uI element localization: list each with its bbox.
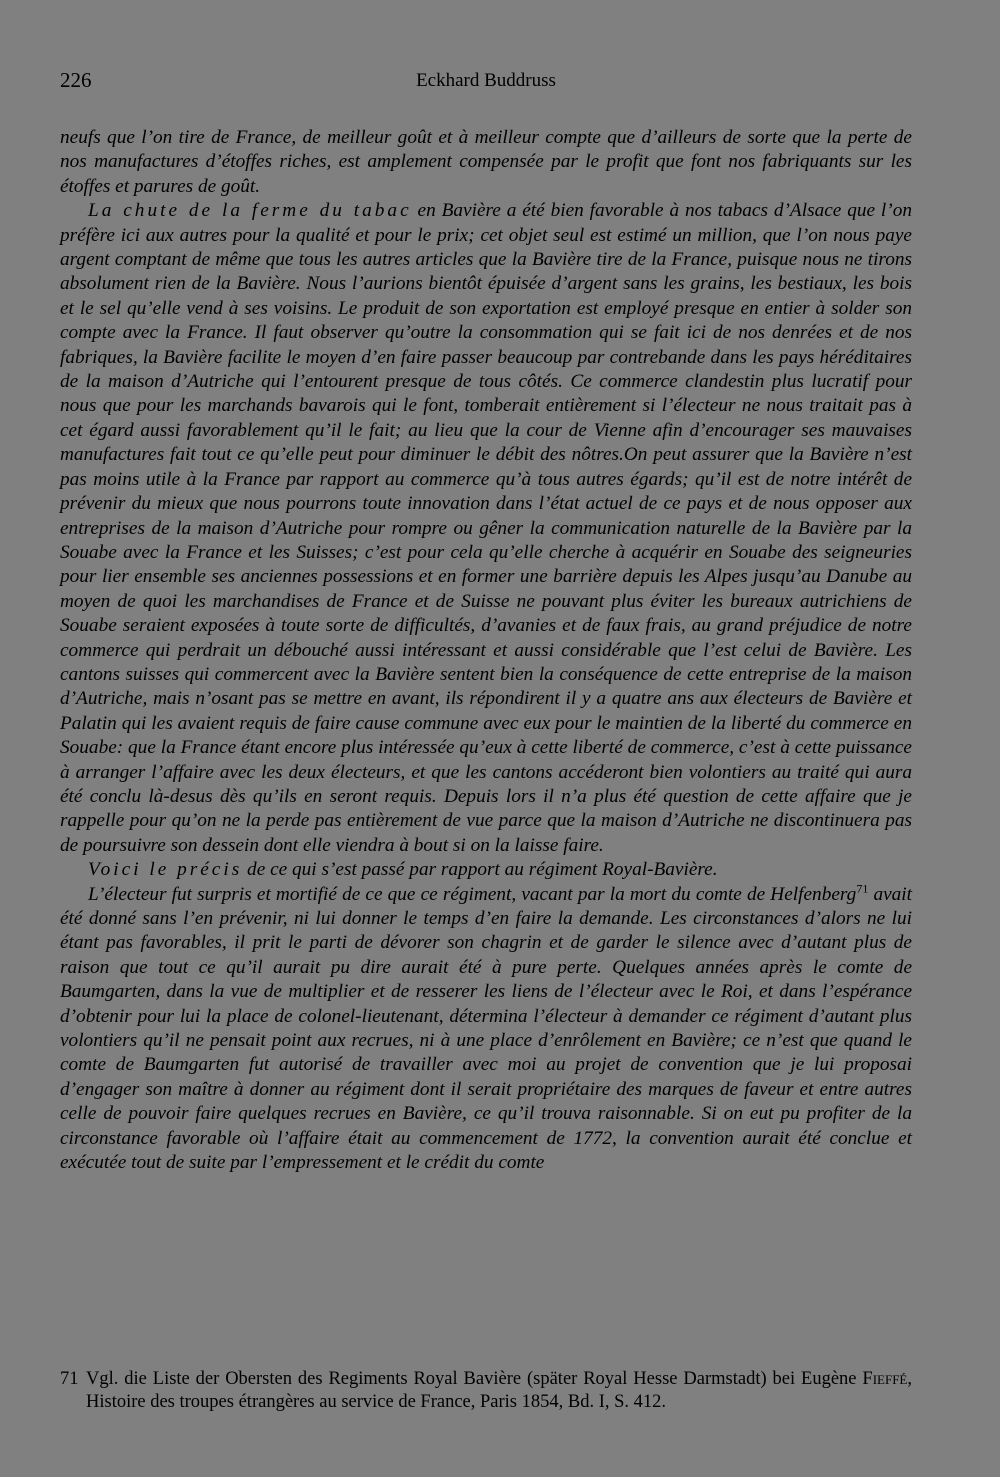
running-head: Eckhard Buddruss (416, 70, 556, 91)
paragraph-text: L’électeur fut surpris et mortifié de ce que ce régiment, vacant par la mort du comte de Helfenberg (88, 883, 857, 905)
paragraph (60, 199, 912, 858)
paragraph-text: de ce qui s’est passé par rapport au régiment Royal-Bavière. (242, 859, 718, 881)
page-header (60, 68, 912, 98)
footnote (60, 1368, 912, 1414)
paragraph (60, 858, 912, 882)
footnote-author: Fieffé (862, 1369, 908, 1389)
page-number: 226 (60, 68, 92, 92)
footnote-text-part: , Histoire des troupes étrangères au service de France, Paris 1854, Bd. I, S. 412. (86, 1369, 912, 1412)
paragraph-text: en Bavière a été bien favorable à nos tabacs d’Alsace que l’on préfère ici aux autres pour la qualité et pour le prix; cet objet seul est estimé un million, que l’on nous paye argent comptant de même que tous les autres articles que la Bavière tire de la France, puisque nous ne tirons absolument rien de la Bavière. Nous l’aurions bientôt épuisée d’argent sans les grains, les bestiaux, les bois et le sel qu’elle vend à ses voisins. Le produit de son exportation est employé presque en entier à solder son compte avec la France. Il faut observer qu’outre la consommation qui se fait ici de nos denrées et de nos fabriques, la Bavière facilite le moyen d’en faire passer beaucoup par contrebande dans les pays héréditaires de la maison d’Autriche qui l’entourent presque de tous côtés. Ce commerce clandestin plus lucratif pour nous que pour les marchands bavarois qui le font, tomberait entièrement si l’électeur ne nous traitait pas à cet égard aussi favorablement qu’il le fait; au lieu que la cour de Vienne afin d’encourager ses mauvaises manufactures fait tout ce qu’elle peut pour diminuer le débit des nôtres.On peut assurer que la Bavière n’est pas moins utile à la France par rapport au commerce qu’à tous autres égards; qu’il est de notre intérêt de prévenir du mieux que nous pourrons toute innovation dans l’état actuel de ce pays et de nous opposer aux entreprises de la maison d’Autriche pour rompre ou gêner la communication naturelle de la Bavière par la Souabe avec la France et les Suisses; c’est pour cela qu’elle cherche à acquérir en Souabe des seigneuries pour lier ensemble ses anciennes possessions et en former une barrière depuis les Alpes jusqu’au Danube au moyen de quoi les marchandises de France et de Suisse ne pouvant plus éviter les bureaux autrichiens de Souabe seraient exposées à toute sorte de difficultés, d’avanies et de faux frais, au grand préjudice de notre commerce qui perdrait un débouché aussi intéressant et aussi considérable que l’est celui de Bavière. Les cantons suisses qui commercent avec la Bavière sentent bien la conséquence de cette entreprise de la maison d’Autriche, mais n’osant pas se mettre en avant, ils répondirent il y a quatre ans aux électeurs de Bavière et Palatin qui les avaient requis de faire cause commune avec eux pour le maintien de la liberté du commerce en Souabe: que la France étant encore plus intéressée qu’eux à cette liberté de commerce, c’est à cette puissance à arranger l’affaire avec les deux électeurs, et que les cantons accéderont bien volontiers au traité qui aura été conclu là-desus dès qu’ils en seront requis. Depuis lors il n’a plus été question de cette affaire que je rappelle pour qu’on ne la perde pas entièrement de vue parce que la maison d’Autriche ne discontinuera pas de poursuivre son dessein dont elle viendra à bout si on la laisse faire. (60, 200, 912, 856)
body-text (60, 126, 912, 1175)
paragraph (60, 883, 912, 1176)
spaced-emphasis: Voici le précis (88, 859, 243, 881)
footnote-text-part: Vgl. die Liste der Obersten des Regiments Royal Bavière (später Royal Hesse Darmstadt) bei Eugène (86, 1369, 863, 1389)
footnote-number: 71 (60, 1369, 79, 1389)
footnote-text (86, 1368, 912, 1414)
paragraph-text: avait été donné sans l’en prévenir, ni lui donner le temps d’en faire la demande. Les circonstances d’alors ne lui étant pas favorables, il prit le parti de dévorer son chagrin et de garder le silence avec d’autant plus de raison que tout ce qu’il aurait pu dire aurait été à pure perte. Quelques années après le comte de Baumgarten, dans la vue de multiplier et de resserer les liens de l’électeur avec le Roi, et dans l’espérance d’obtenir pour lui la place de colonel-lieutenant, détermina l’électeur à demander ce régiment d’autant plus volontiers qu’il ne pensait point aux recrues, ni à une place d’enrôlement en Bavière; ce n’est que quand le comte de Baumgarten fut autorisé de travailler avec moi au projet de convention que je lui proposai d’engager son maître à donner au régiment dont il serait propriétaire des marques de faveur et entre autres celle de pouvoir faire quelques recrues en Bavière, ce qu’il trouva raisonnable. Si on eut pu profiter de la circonstance favorable où l’affaire était au commencement de 1772, la convention aurait été conclue et exécutée tout de suite par l’empressement et le crédit du comte (60, 883, 913, 1174)
paragraph: neufs que l’on tire de France, de meilleur goût et à meilleur compte que d’ailleurs de sorte que la perte de nos manufactures d’étoffes riches, est amplement compensée par le profit que font nos fabriquants sur les étoffes et parures de goût. (60, 127, 912, 197)
footnote-reference[interactable]: 71 (856, 881, 869, 896)
spaced-emphasis: La chute de la ferme du tabac (88, 200, 412, 222)
